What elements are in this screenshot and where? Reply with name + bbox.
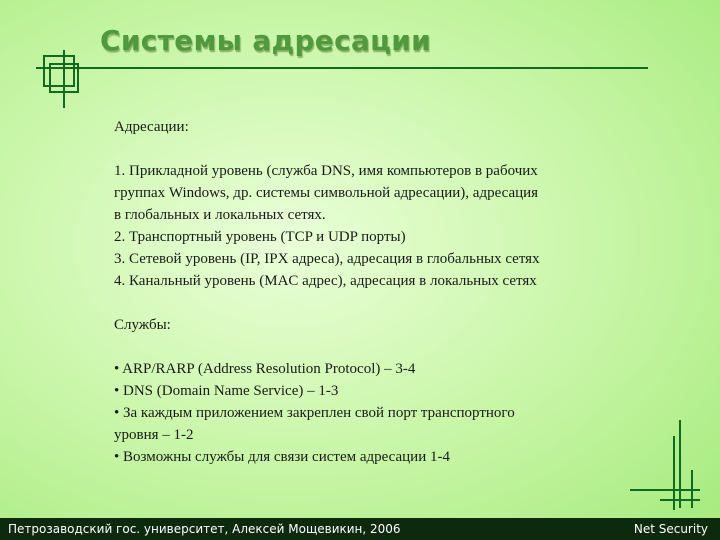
addressing-line: 2. Транспортный уровень (TCP и UDP порты) bbox=[114, 229, 406, 245]
addressing-line: в глобальных и локальных сетях. bbox=[114, 207, 326, 223]
services-line: • ARP/RARP (Address Resolution Protocol) – 3-4 bbox=[114, 361, 416, 377]
footer-credit: Петрозаводский гос. университет, Алексей Мощевикин, 2006 bbox=[8, 522, 401, 536]
spacer bbox=[114, 292, 644, 314]
slide-title: Системы адресации bbox=[100, 24, 432, 57]
services-line: • За каждым приложением закреплен свой порт транспортного bbox=[114, 405, 515, 421]
slide-content bbox=[114, 116, 644, 468]
footer-course: Net Security bbox=[633, 522, 708, 536]
corner-square-outer bbox=[44, 56, 74, 86]
addressing-line: 4. Канальный уровень (MAC адрес), адресация в локальных сетях bbox=[114, 273, 537, 289]
addressing-heading: Адресации: bbox=[114, 119, 189, 135]
addressing-line: 1. Прикладной уровень (служба DNS, имя компьютеров в рабочих bbox=[114, 163, 538, 179]
services-line: • DNS (Domain Name Service) – 1-3 bbox=[114, 383, 339, 399]
addressing-line: группах Windows, др. системы символьной адресации), адресация bbox=[114, 185, 539, 201]
services-heading: Службы: bbox=[114, 317, 171, 333]
footer-bar bbox=[0, 518, 720, 540]
spacer bbox=[114, 138, 644, 160]
services-line: уровня – 1-2 bbox=[114, 427, 194, 443]
spacer bbox=[114, 336, 644, 358]
services-line: • Возможны службы для связи систем адресации 1-4 bbox=[114, 449, 450, 465]
addressing-line: 3. Сетевой уровень (IP, IPX адреса), адресация в глобальных сетях bbox=[114, 251, 540, 267]
